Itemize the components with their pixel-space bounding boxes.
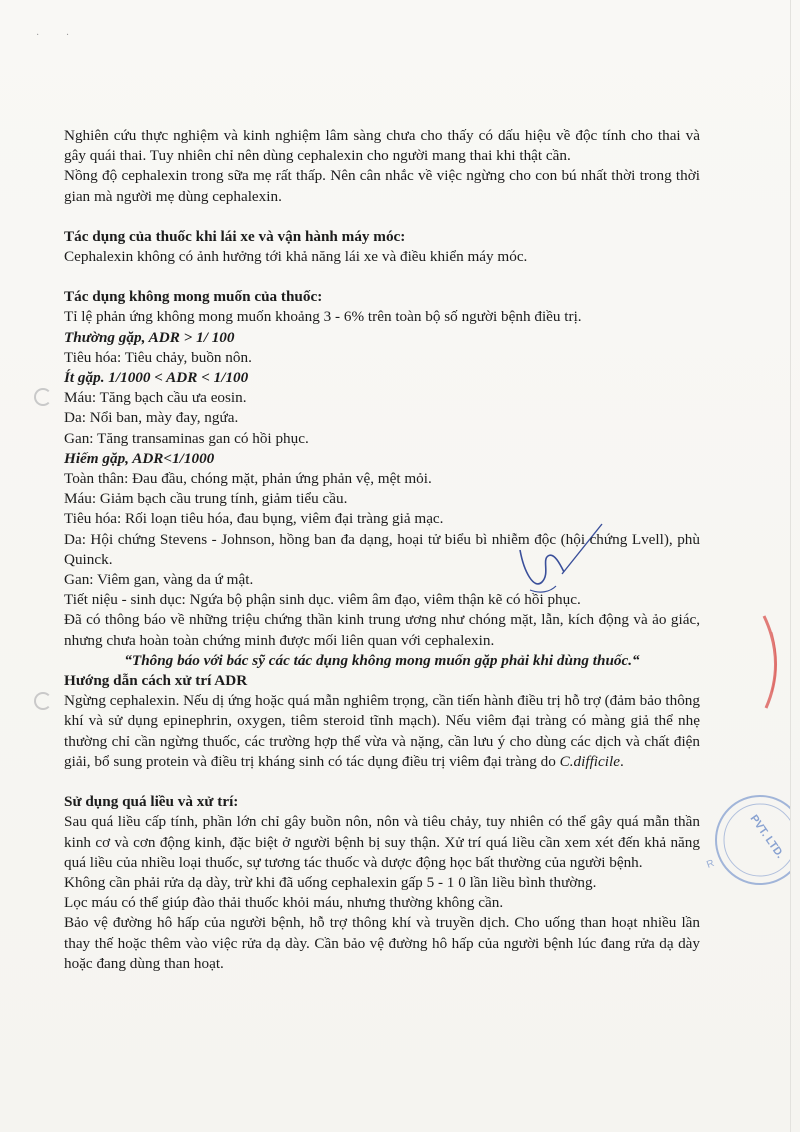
adr-notice: “Thông báo với bác sỹ các tác dụng không mong muốn gặp phải khi dùng thuốc.“ [124,651,640,669]
rare-adr-item: Đã có thông báo về những triệu chứng thần kinh trung ương như chóng mặt, lẫn, kích động và ảo giác, nhưng chưa hoàn toàn chứng minh được mối liên quan với cephalexin. [64,611,700,649]
adr-intro: Tỉ lệ phản ứng không mong muốn khoảng 3 - 6% trên toàn bộ số người bệnh điều trị. [64,308,582,326]
rare-adr-item: Gan: Viêm gan, vàng da ứ mật. [64,571,254,589]
rare-adr-heading: Hiếm gặp, ADR<1/1000 [64,449,215,467]
svg-text:R: R [705,858,716,871]
rare-adr-item: Tiết niệu - sinh dục: Ngứa bộ phận sinh dục. viêm âm đạo, viêm thận kẽ có hồi phục. [64,591,581,609]
overdose-paragraph: Bảo vệ đường hô hấp của người bệnh, hỗ trợ thông khí và truyền dịch. Cho uống than hoạt nhiều lần thay thế hoặc thêm vào việc rửa dạ dày. Cần bảo vệ đường hô hấp của người bệnh lúc đang rửa dạ dày hoặc đang dùng than hoạt. [64,914,700,972]
breastfeeding-paragraph: Nồng độ cephalexin trong sữa mẹ rất thấp. Nên cân nhắc về việc ngừng cho con bú nhất thời trong thời gian mà người mẹ dùng cephalexin. [64,167,700,205]
management-heading: Hướng dẫn cách xử trí ADR [64,672,248,690]
adr-heading: Tác dụng không mong muốn của thuốc: [64,288,323,306]
management-text-end: . [619,752,624,770]
rare-adr-item: Toàn thân: Đau đầu, chóng mặt, phản ứng phản vệ, mệt mỏi. [64,470,432,488]
blue-company-seal [690,790,790,890]
hole-punch-mark-top [34,388,52,406]
organism-name: C.difficile [559,752,620,770]
uncommon-adr-item: Da: Nổi ban, mày đay, ngứa. [64,409,239,427]
overdose-heading: Sử dụng quá liều và xử trí: [64,793,239,811]
document-body [64,126,700,974]
management-text [64,691,700,772]
common-adr-item: Tiêu hóa: Tiêu chảy, buồn nôn. [64,348,252,366]
hole-punch-mark-bottom [34,692,52,710]
driving-text: Cephalexin không có ảnh hưởng tới khả năng lái xe và điều khiển máy móc. [64,248,528,266]
management-text-main: Ngừng cephalexin. Nếu dị ứng hoặc quá mẫn nghiêm trọng, cần tiến hành điều trị hỗ trợ (đảm bảo thông khí và sử dụng epinephrin, oxygen, tiêm steroid tĩnh mạch). Nếu viêm đại tràng có màng giả thể nhẹ thường chỉ cần ngừng thuốc, các trường hợp thể vừa và nặng, cần lưu ý cho dùng các dịch và chất điện giải, bổ sung protein và điều trị kháng sinh có tác dụng điều trị viêm đại tràng do [64,692,700,770]
scan-specks: · · [36,30,82,41]
page-edge-shadow [790,0,791,1132]
uncommon-adr-item: Máu: Tăng bạch cầu ưa eosin. [64,389,247,407]
uncommon-adr-heading: Ít gặp. 1/1000 < ADR < 1/100 [64,369,249,387]
overdose-paragraph: Lọc máu có thể giúp đào thải thuốc khỏi máu, nhưng thường không cần. [64,894,504,912]
rare-adr-item: Da: Hội chứng Stevens - Johnson, hồng ban đa dạng, hoại tử biểu bì nhiễm độc (hội chứng Lvell), phù Quinck. [64,530,700,568]
overdose-paragraph: Không cần phải rửa dạ dày, trừ khi đã uống cephalexin gấp 5 - 1 0 lần liều bình thường. [64,873,597,891]
uncommon-adr-item: Gan: Tăng transaminas gan có hồi phục. [64,429,309,447]
driving-heading: Tác dụng của thuốc khi lái xe và vận hành máy móc: [64,227,406,245]
svg-text:PVT. LTD.: PVT. LTD. [747,812,787,861]
common-adr-heading: Thường gặp, ADR > 1/ 100 [64,328,235,346]
pregnancy-paragraph: Nghiên cứu thực nghiệm và kinh nghiệm lâm sàng chưa cho thấy có dấu hiệu về độc tính cho thai và gây quái thai. Tuy nhiên chỉ nên dùng cephalexin cho người mang thai khi thật cần. [64,127,700,165]
rare-adr-item: Máu: Giảm bạch cầu trung tính, giảm tiểu cầu. [64,490,348,508]
rare-adr-item: Tiêu hóa: Rối loạn tiêu hóa, đau bụng, viêm đại tràng giả mạc. [64,510,444,528]
red-stamp-arc [760,612,790,712]
overdose-paragraph: Sau quá liều cấp tính, phần lớn chỉ gây buồn nôn, nôn và tiêu chảy, tuy nhiên có thể gây quá mẫn thần kinh cơ và cơn động kinh, đặc biệt ở người bệnh bị suy thận. Xử trí quá liều cần xem xét đến khả năng quá liều của nhiều loại thuốc, sự tương tác thuốc và dược động học bất thường của người bệnh. [64,813,700,871]
